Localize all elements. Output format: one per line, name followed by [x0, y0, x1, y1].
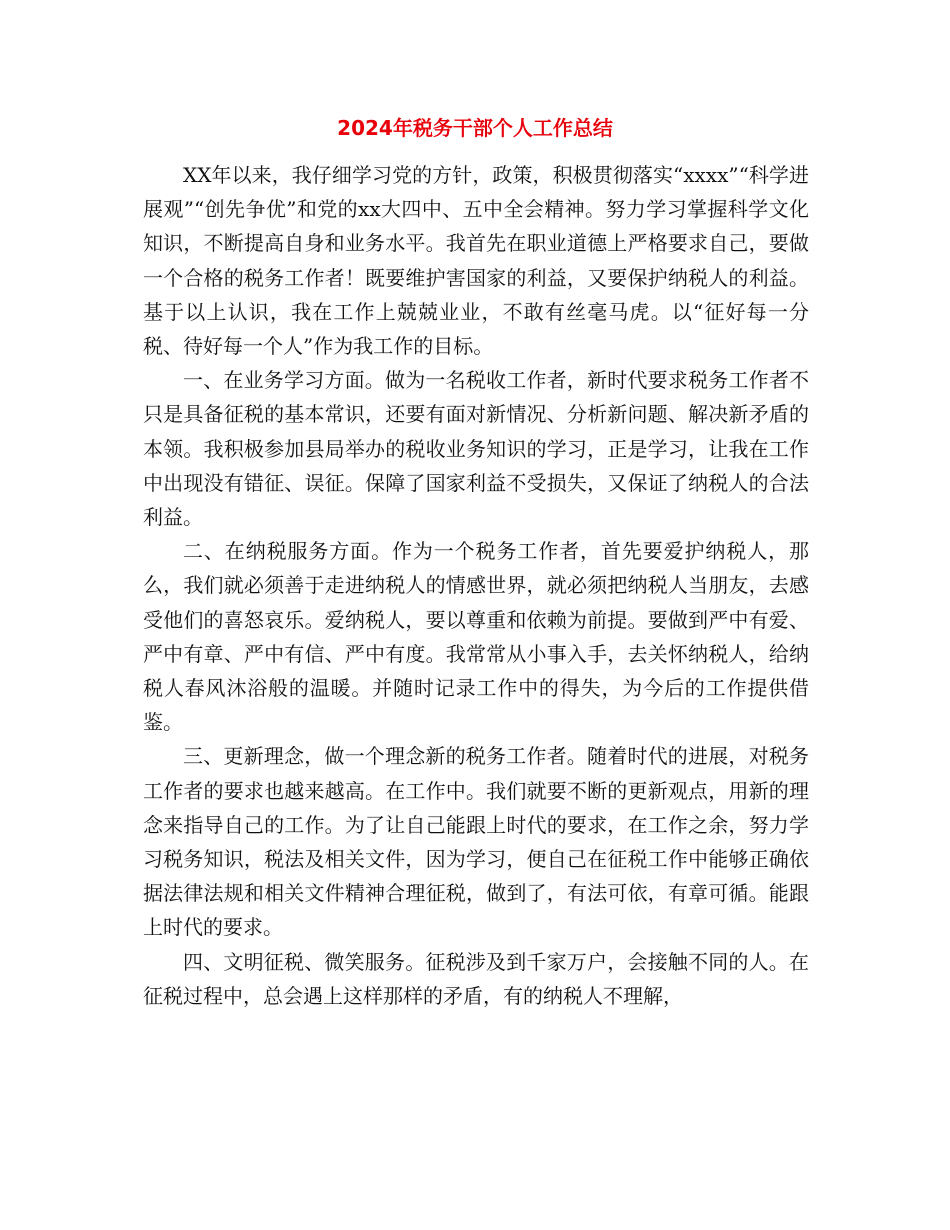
paragraph-civil-service: 四、文明征税、微笑服务。征税涉及到千家万户，会接触不同的人。在征税过程中，总会遇上这样那样的矛盾，有的纳税人不理解，: [143, 949, 809, 1008]
document-title: 2024年税务干部个人工作总结: [337, 116, 613, 140]
document-body: [143, 158, 809, 1013]
paragraph-tax-service: 二、在纳税服务方面。作为一个税务工作者，首先要爱护纳税人，那么，我们就必须善于走进纳税人的情感世界，就必须把纳税人当朋友，去感受他们的喜怒哀乐。爱纳税人，要以尊重和依赖为前提。要做到严中有爱、严中有章、严中有信、严中有度。我常常从小事入手，去关怀纳税人，给纳税人春风沐浴般的温暖。并随时记录工作中的得失，为今后的工作提供借鉴。: [143, 539, 809, 735]
paragraph-business-study: 一、在业务学习方面。做为一名税收工作者，新时代要求税务工作者不只是具备征税的基本常识，还要有面对新情况、分析新问题、解决新矛盾的本领。我积极参加县局举办的税收业务知识的学习，正是学习，让我在工作中出现没有错征、误征。保障了国家利益不受损失，又保证了纳税人的合法利益。: [143, 368, 809, 530]
paragraph-intro: XX年以来，我仔细学习党的方针，政策，积极贯彻落实“xxxx”“科学进展观”“创先争优”和党的xx大四中、五中全会精神。努力学习掌握科学文化知识，不断提高自身和业务水平。我首先在职业道德上严格要求自己，要做一个合格的税务工作者！既要维护害国家的利益，又要保护纳税人的利益。基于以上认识，我在工作上兢兢业业，不敢有丝毫马虎。以“征好每一分税、待好每一个人”作为我工作的目标。: [143, 163, 809, 359]
paragraph-update-concepts: 三、更新理念，做一个理念新的税务工作者。随着时代的进展，对税务工作者的要求也越来越高。在工作中。我们就要不断的更新观点，用新的理念来指导自己的工作。为了让自己能跟上时代的要求，在工作之余，努力学习税务知识，税法及相关文件，因为学习，便自己在征税工作中能够正确依据法律法规和相关文件精神合理征税，做到了，有法可依，有章可循。能跟上时代的要求。: [143, 744, 809, 940]
